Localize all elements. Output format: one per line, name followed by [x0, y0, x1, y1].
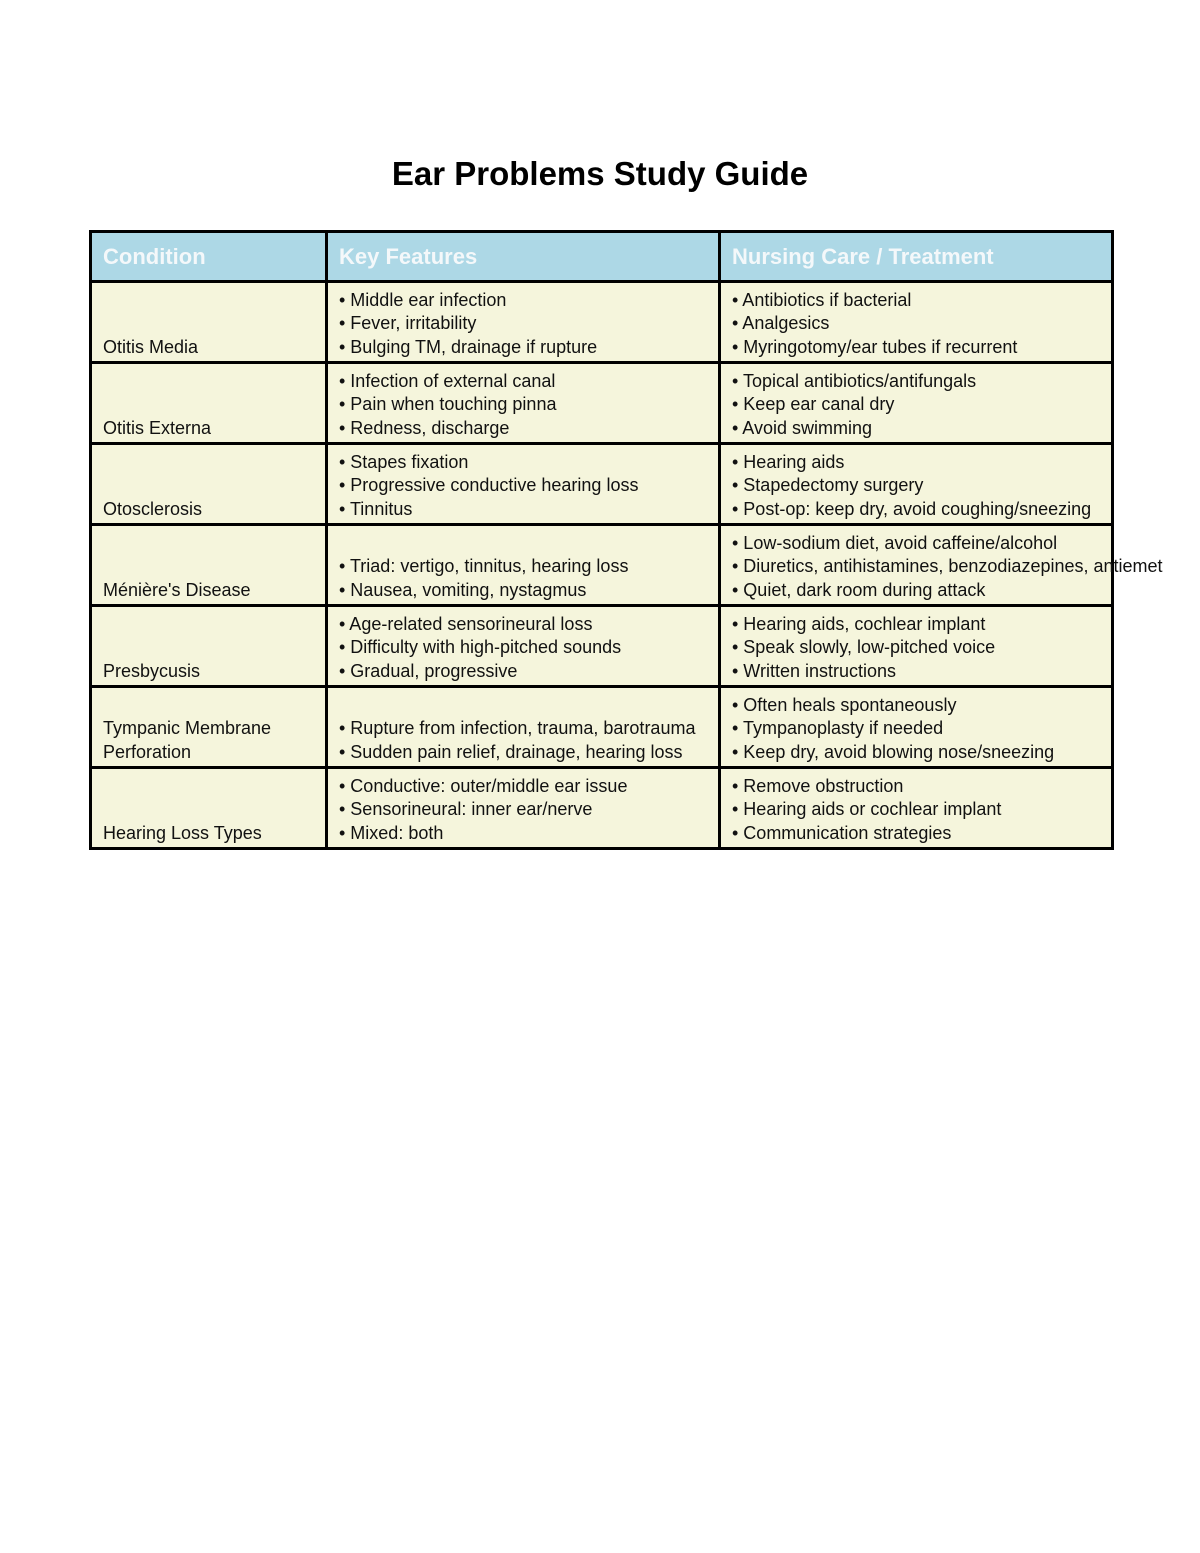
ear-problems-table [89, 230, 1163, 850]
condition-cell: Otosclerosis [91, 444, 327, 525]
key-features-cell [327, 606, 720, 687]
bullet-item: • Analgesics [732, 313, 830, 333]
key-features-cell [327, 768, 720, 849]
condition-cell: Otitis Media [91, 282, 327, 363]
bullet-item: • Diuretics, antihistamines, benzodiazepines, antiemet [732, 556, 1163, 576]
nursing-care-cell [720, 363, 1113, 444]
bullet-item: • Middle ear infection [339, 289, 507, 310]
nursing-care-cell [720, 282, 1113, 363]
bullet-item: • Myringotomy/ear tubes if recurrent [732, 336, 1018, 357]
bullet-item: • Age-related sensorineural loss [339, 613, 593, 634]
table-row [91, 768, 1113, 849]
bullet-item: • Topical antibiotics/antifungals [732, 370, 977, 391]
nursing-care-cell [720, 525, 1163, 606]
bullet-item: • Hearing aids or cochlear implant [732, 799, 1002, 819]
bullet-item: • Hearing aids [732, 451, 845, 472]
bullet-item: • Often heals spontaneously [732, 694, 957, 715]
bullet-item: • Tympanoplasty if needed [732, 718, 944, 738]
bullet-item: • Nausea, vomiting, nystagmus [339, 579, 587, 600]
bullet-item: • Fever, irritability [339, 313, 477, 333]
bullet-item: • Quiet, dark room during attack [732, 579, 986, 600]
key-features-cell [327, 687, 720, 768]
table-row [91, 687, 1113, 768]
bullet-item: • Bulging TM, drainage if rupture [339, 336, 598, 357]
table-row [91, 363, 1113, 444]
nursing-care-cell [720, 444, 1113, 525]
key-features-cell [327, 282, 720, 363]
table-row [91, 282, 1113, 363]
header-row [91, 232, 1113, 282]
nursing-care-cell [720, 687, 1113, 768]
header-condition: Condition [91, 232, 327, 282]
bullet-item: • Keep dry, avoid blowing nose/sneezing [732, 741, 1055, 762]
nursing-care-cell [720, 606, 1113, 687]
bullet-item: • Triad: vertigo, tinnitus, hearing loss [339, 556, 629, 576]
bullet-item: • Keep ear canal dry [732, 394, 895, 414]
bullet-item: • Progressive conductive hearing loss [339, 475, 639, 495]
nursing-care-cell [720, 768, 1113, 849]
condition-cell: Tympanic Membrane Perforation [91, 687, 327, 768]
bullet-item: • Difficulty with high-pitched sounds [339, 637, 622, 657]
bullet-item: • Stapedectomy surgery [732, 475, 924, 495]
bullet-item: • Antibiotics if bacterial [732, 289, 912, 310]
header-key-features: Key Features [327, 232, 720, 282]
page-title: Ear Problems Study Guide [391, 155, 809, 192]
condition-cell: Hearing Loss Types [91, 768, 327, 849]
bullet-item: • Tinnitus [339, 498, 413, 519]
table-row [91, 444, 1113, 525]
table-row [91, 525, 1113, 606]
bullet-item: • Rupture from infection, trauma, barotrauma [339, 718, 696, 738]
key-features-cell [327, 444, 720, 525]
bullet-item: • Stapes fixation [339, 451, 469, 472]
bullet-item: • Conductive: outer/middle ear issue [339, 775, 628, 796]
header-nursing-care: Nursing Care / Treatment [720, 232, 1113, 282]
bullet-item: • Avoid swimming [732, 417, 873, 438]
bullet-item: • Post-op: keep dry, avoid coughing/sneezing [732, 498, 1092, 519]
key-features-cell [327, 525, 720, 606]
condition-cell: Ménière's Disease [91, 525, 327, 606]
bullet-item: • Mixed: both [339, 822, 444, 843]
bullet-item: • Communication strategies [732, 822, 952, 843]
table-row [91, 606, 1113, 687]
bullet-item: • Sensorineural: inner ear/nerve [339, 799, 593, 819]
bullet-item: • Sudden pain relief, drainage, hearing loss [339, 741, 683, 762]
condition-cell: Otitis Externa [91, 363, 327, 444]
bullet-item: • Speak slowly, low-pitched voice [732, 637, 996, 657]
condition-cell: Presbycusis [91, 606, 327, 687]
bullet-item: • Low-sodium diet, avoid caffeine/alcohol [732, 532, 1058, 553]
bullet-item: • Hearing aids, cochlear implant [732, 613, 986, 634]
bullet-item: • Redness, discharge [339, 417, 510, 438]
bullet-item: • Written instructions [732, 660, 897, 681]
bullet-item: • Pain when touching pinna [339, 394, 557, 414]
bullet-item: • Gradual, progressive [339, 660, 518, 681]
bullet-item: • Infection of external canal [339, 370, 556, 391]
bullet-item: • Remove obstruction [732, 775, 904, 796]
key-features-cell [327, 363, 720, 444]
